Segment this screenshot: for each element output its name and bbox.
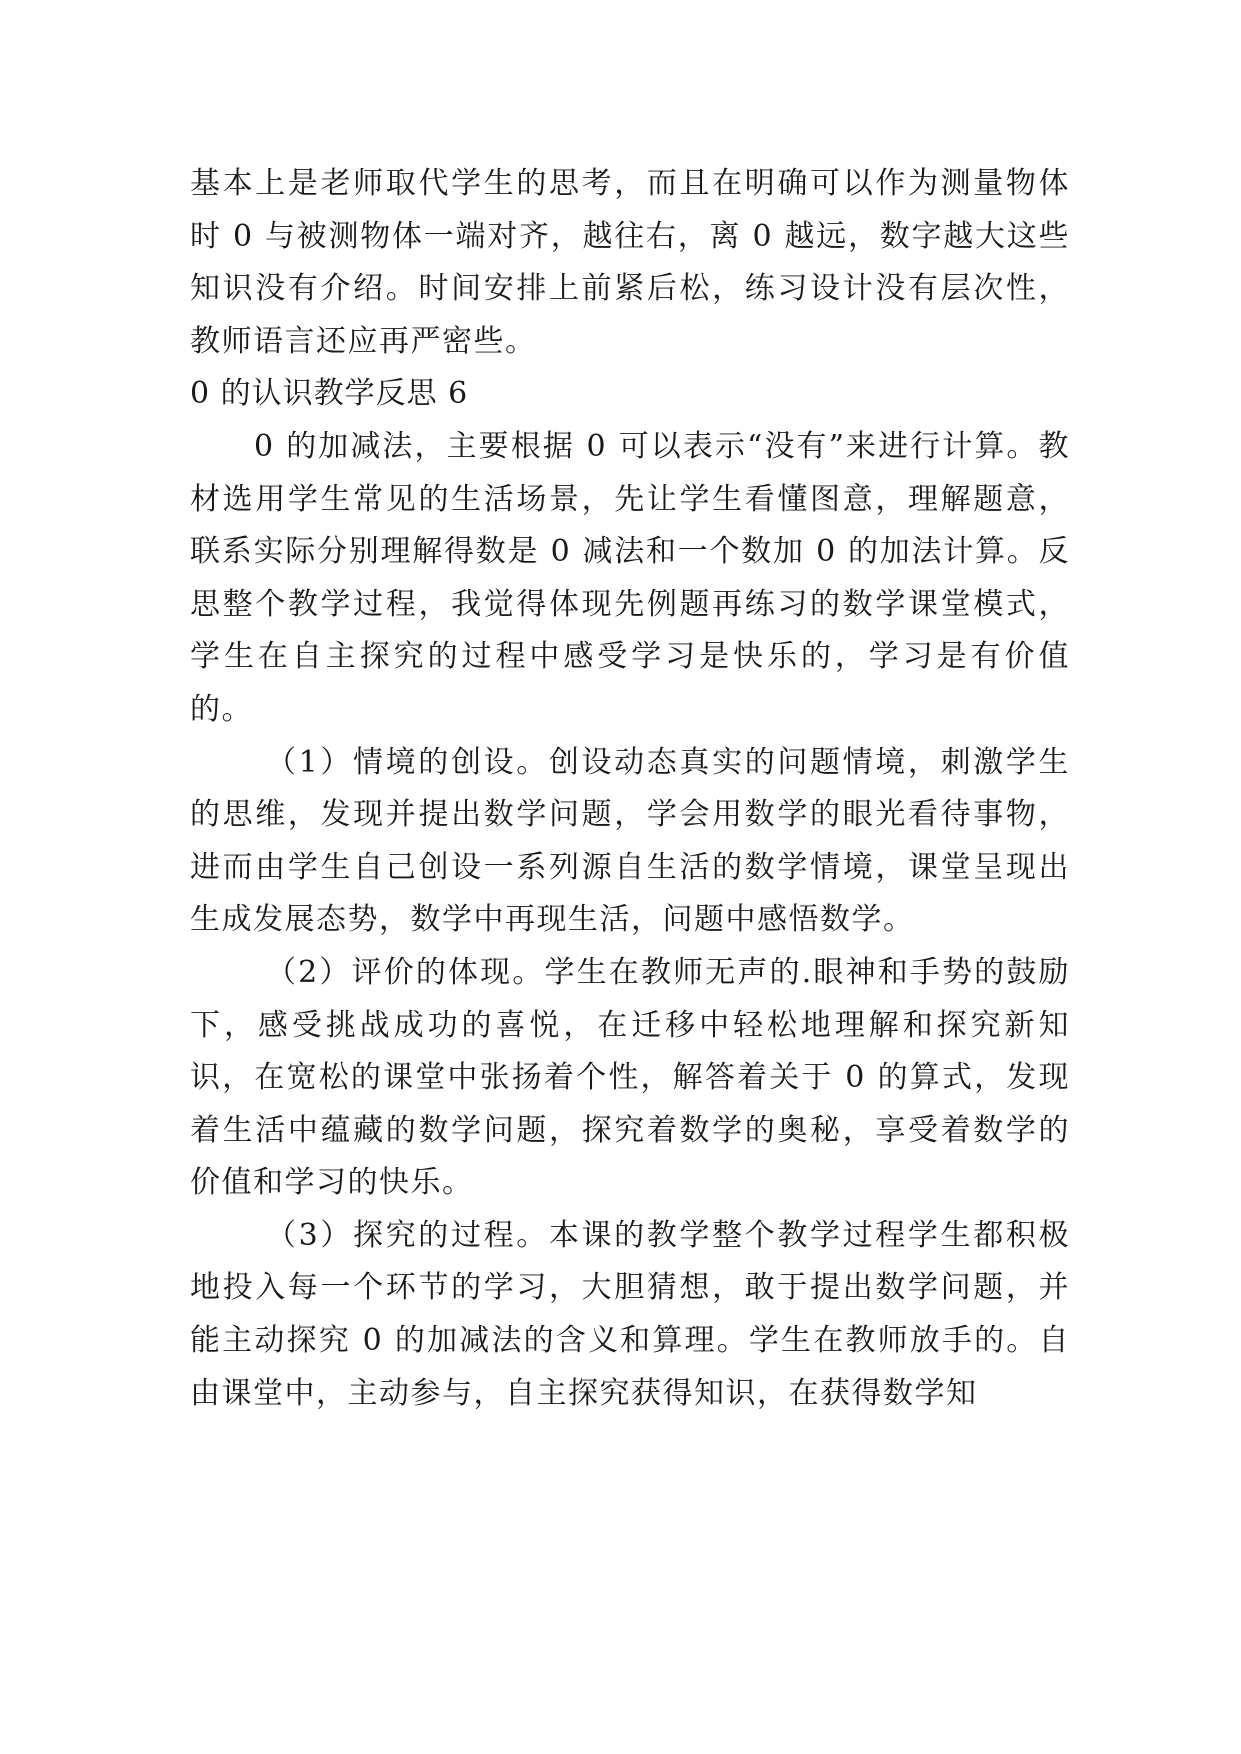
paragraph-intro: 0 的加减法，主要根据 0 可以表示“没有”来进行计算。教材选用学生常见的生活场景，先让学生看懂图意，理解题意，联系实际分别理解得数是 0 减法和一个数加 0 的加法计算。反思整个教学过程，我觉得体现先例题再练习的数学课堂模式，学生在自主探究的过程中感受学习是快乐的，学习是有价值的。	[190, 428, 1070, 727]
paragraph-point-1: （1）情境的创设。创设动态真实的问题情境，刺激学生的思维，发现并提出数学问题，学会用数学的眼光看待事物，进而由学生自己创设一系列源自生活的数学情境，课堂呈现出生成发展态势，数学中再现生活，问题中感悟数学。	[190, 744, 1070, 938]
paragraph-point-3: （3）探究的过程。本课的教学整个教学过程学生都积极地投入每一个环节的学习，大胆猜想，敢于提出数学问题，并能主动探究 0 的加减法的含义和算理。学生在教师放手的。自由课堂中，主动参与，自主探究获得知识，在获得数学知	[190, 1217, 1070, 1411]
section-heading: 0 的认识教学反思 6	[190, 376, 469, 412]
paragraph-point-2: （2）评价的体现。学生在教师无声的.眼神和手势的鼓励下，感受挑战成功的喜悦，在迁移中轻松地理解和探究新知识，在宽松的课堂中张扬着个性，解答着关于 0 的算式，发现着生活中蕴藏的数学问题，探究着数学的奥秘，享受着数学的价值和学习的快乐。	[190, 954, 1070, 1201]
paragraph-continued: 基本上是老师取代学生的思考，而且在明确可以作为测量物体时 0 与被测物体一端对齐，越往右，离 0 越远，数字越大这些知识没有介绍。时间安排上前紧后松，练习设计没有层次性，教师语言还应再严密些。	[190, 166, 1070, 359]
document-body	[190, 158, 1070, 1420]
